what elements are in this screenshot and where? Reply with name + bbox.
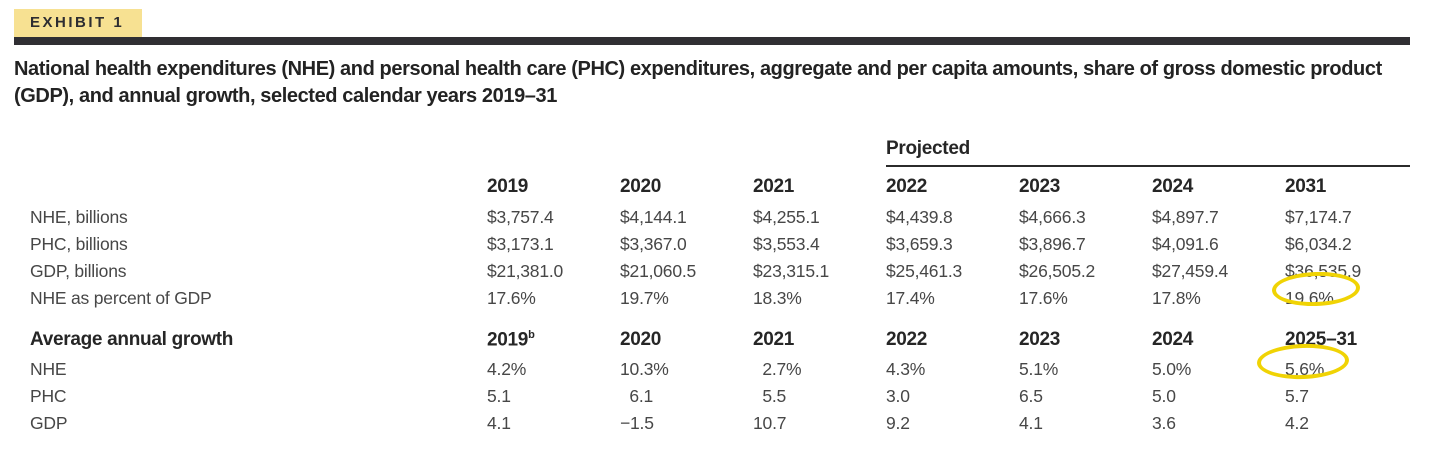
exhibit-badge: EXHIBIT 1: [14, 9, 142, 37]
cell: 10.7: [753, 413, 787, 433]
year-header-2024: 2024: [1152, 176, 1194, 197]
growth-header-row: [30, 324, 1410, 356]
row-label: NHE: [30, 359, 67, 379]
row-label: PHC, billions: [30, 234, 128, 254]
cell: 17.4%: [886, 288, 935, 308]
nhe-expenditures-table: [30, 130, 1410, 437]
cell: 6.5: [1019, 386, 1043, 406]
cell: $4,897.7: [1152, 207, 1219, 227]
cell: −1.5: [620, 413, 654, 433]
title-line-2: (GDP), and annual growth, selected calendar years 2019–31: [14, 85, 557, 107]
cell-highlighted: 5.6%: [1285, 359, 1325, 379]
cell: $21,381.0: [487, 261, 564, 281]
cell-highlighted: 19.6%: [1285, 288, 1334, 308]
table-row-phc-billions: [30, 231, 1410, 258]
growth-year-header-2023: 2023: [1019, 329, 1061, 350]
row-label: NHE as percent of GDP: [30, 288, 212, 308]
cell: 10.3%: [620, 359, 669, 379]
cell: 2.7%: [753, 359, 802, 379]
table-row-gdp-billions: [30, 258, 1410, 285]
cell: $26,505.2: [1019, 261, 1096, 281]
header-rule: [14, 37, 1410, 45]
cell: 4.1: [1019, 413, 1043, 433]
cell: $7,174.7: [1285, 207, 1352, 227]
projected-spacer-cell: [30, 130, 886, 166]
cell: $3,553.4: [753, 234, 820, 254]
cell: $3,173.1: [487, 234, 554, 254]
cell: 19.7%: [620, 288, 669, 308]
cell: 5.0%: [1152, 359, 1192, 379]
row-label-header-empty: [30, 166, 487, 204]
cell: $3,367.0: [620, 234, 687, 254]
growth-year-header-2020: 2020: [620, 329, 662, 350]
cell: $25,461.3: [886, 261, 963, 281]
cell: 4.3%: [886, 359, 926, 379]
row-label: NHE, billions: [30, 207, 128, 227]
table-row-growth-phc: [30, 383, 1410, 410]
year-header-2022: 2022: [886, 176, 928, 197]
cell: 5.1%: [1019, 359, 1059, 379]
growth-year-header-2024: 2024: [1152, 329, 1194, 350]
cell: 17.6%: [1019, 288, 1068, 308]
section-spacer: [30, 312, 1410, 324]
year-header-2020: 2020: [620, 175, 662, 197]
table-row-nhe-billions: [30, 204, 1410, 231]
year-header-2021: 2021: [753, 175, 795, 197]
row-label: GDP: [30, 413, 68, 433]
row-label: PHC: [30, 386, 67, 406]
cell: 5.7: [1285, 386, 1309, 406]
cell: 17.8%: [1152, 288, 1201, 308]
cell: 4.2: [1285, 413, 1309, 433]
cell: $3,896.7: [1019, 234, 1086, 254]
table-row-growth-gdp: [30, 410, 1410, 437]
cell: $21,060.5: [620, 261, 697, 281]
cell: 3.0: [886, 386, 910, 406]
cell: $4,666.3: [1019, 207, 1086, 227]
cell: $4,255.1: [753, 207, 820, 227]
projected-header: Projected: [886, 130, 1410, 166]
cell: $4,091.6: [1152, 234, 1219, 254]
cell: 9.2: [886, 413, 910, 433]
cell: 17.6%: [487, 288, 536, 308]
cell: $4,144.1: [620, 207, 687, 227]
year-header-2019: 2019: [487, 175, 529, 197]
cell: 5.0: [1152, 386, 1176, 406]
table-row-nhe-percent-gdp: [30, 285, 1410, 312]
cell: 5.1: [487, 386, 511, 406]
cell: $3,659.3: [886, 234, 953, 254]
table-row-growth-nhe: [30, 356, 1410, 383]
projected-span-row: [30, 130, 1410, 166]
exhibit-title: [14, 56, 1382, 110]
cell: $27,459.4: [1152, 261, 1229, 281]
spacer-cell: [30, 312, 1410, 324]
growth-year-header-2019: [487, 324, 620, 356]
growth-year-header-2022: 2022: [886, 329, 928, 350]
year-header-row: [30, 166, 1410, 204]
growth-year-2019-text: 2019: [487, 329, 529, 351]
cell: 18.3%: [753, 288, 802, 308]
growth-section-label: Average annual growth: [30, 329, 234, 350]
cell: 4.2%: [487, 359, 527, 379]
cell: $6,034.2: [1285, 234, 1352, 254]
year-header-2031: 2031: [1285, 176, 1327, 197]
cell: $36,535.9: [1285, 261, 1362, 281]
footnote-marker-b: b: [528, 328, 535, 341]
year-header-2023: 2023: [1019, 176, 1061, 197]
cell: $4,439.8: [886, 207, 953, 227]
cell: 5.5: [753, 386, 787, 406]
growth-year-header-2021: 2021: [753, 329, 795, 350]
growth-year-header-2025-31: 2025–31: [1285, 329, 1357, 350]
cell: 4.1: [487, 413, 511, 433]
cell: 6.1: [620, 386, 654, 406]
cell: 3.6: [1152, 413, 1176, 433]
row-label: GDP, billions: [30, 261, 127, 281]
cell: $3,757.4: [487, 207, 554, 227]
cell: $23,315.1: [753, 261, 830, 281]
title-line-1: National health expenditures (NHE) and personal health care (PHC) expenditures, aggregate and per capita amounts, share of gross domestic product: [14, 58, 1382, 80]
